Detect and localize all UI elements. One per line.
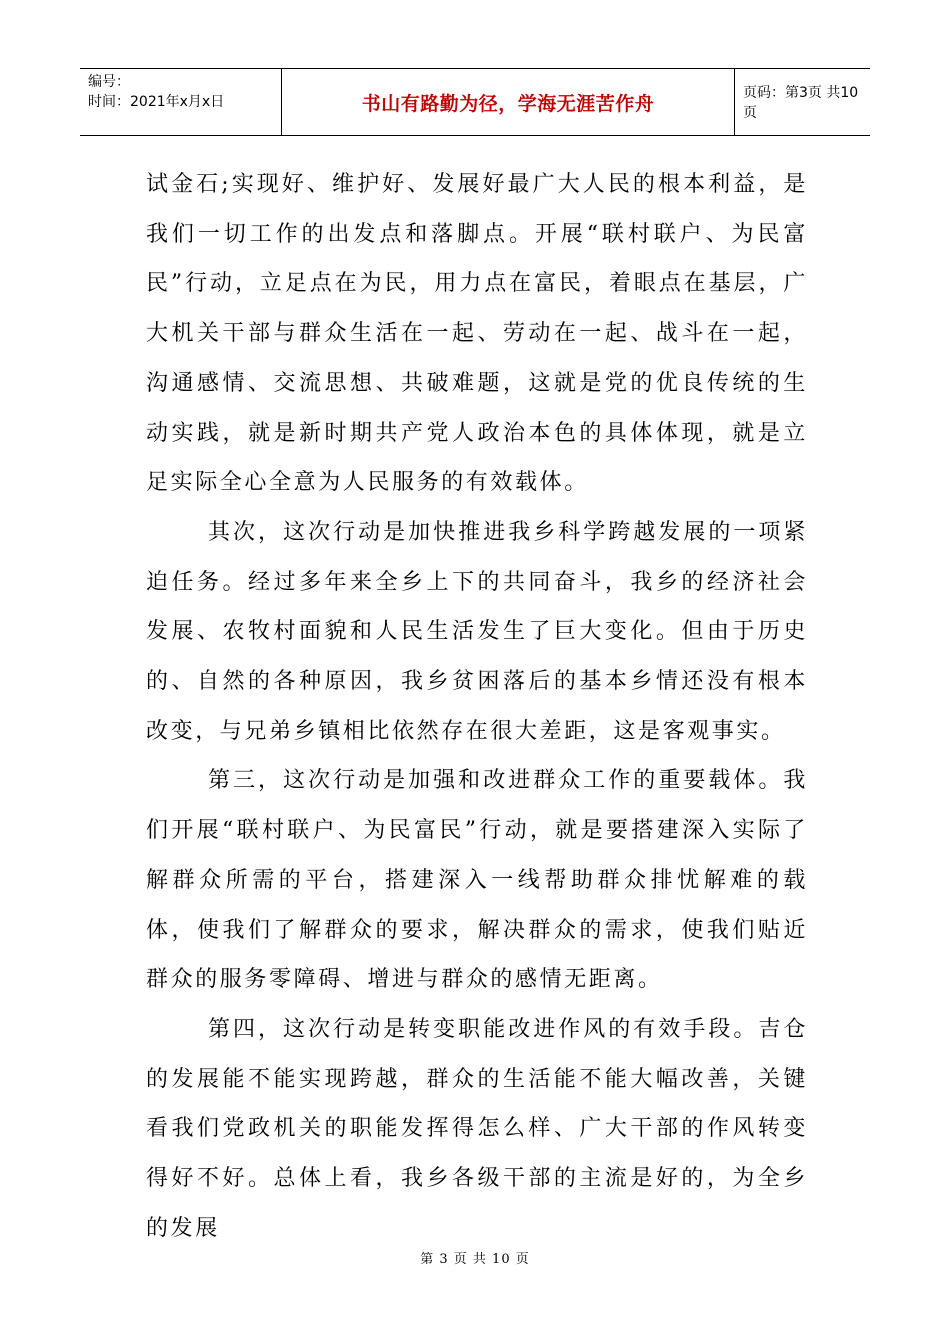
header-meta-cell [80,69,282,135]
page-footer: 第 3 页 共 10 页 [420,1252,530,1267]
document-header [80,68,870,136]
header-page-info: 页码：第3页 共10页 [743,85,859,121]
paragraph-continuation: 试金石;实现好、维护好、发展好最广大人民的根本利益，是我们一切工作的出发点和落脚点。开展“联村联户、为民富民”行动，立足点在为民，用力点在富民，着眼点在基层，广大机关干部与群众生活在一起、劳动在一起、战斗在一起，沟通感情、交流思想、共破难题，这就是党的优良传统的生动实践，就是新时期共产党人政治本色的具体体现，就是立足实际全心全意为人民服务的有效载体。 [146,172,808,496]
document-body [146,160,808,1253]
header-page-cell [735,69,870,135]
paragraph-third-point: 第三，这次行动是加强和改进群众工作的重要载体。我们开展“联村联户、为民富民”行动，就是要搭建深入实际了解群众所需的平台，搭建深入一线帮助群众排忧解难的载体，使我们了解群众的要求，解决群众的需求，使我们贴近群众的服务零障碍、增进与群众的感情无距离。 [146,768,808,993]
document-time-label: 时间：2021年x月x日 [88,94,225,110]
header-motto: 书山有路勤为径，学海无涯苦作舟 [361,92,655,115]
paragraph-second-point: 其次，这次行动是加快推进我乡科学跨越发展的一项紧迫任务。经过多年来全乡上下的共同奋斗，我乡的经济社会发展、农牧村面貌和人民生活发生了巨大变化。但由于历史的、自然的各种原因，我乡贫困落后的基本乡情还没有根本改变，与兄弟乡镇相比依然存在很大差距，这是客观事实。 [146,519,808,744]
paragraph-fourth-point: 第四，这次行动是转变职能改进作风的有效手段。吉仓的发展能不能实现跨越，群众的生活能不能大幅改善，关键看我们党政机关的职能发挥得怎么样、广大干部的作风转变得好不好。总体上看，我乡各级干部的主流是好的，为全乡的发展 [146,1016,808,1241]
header-motto-cell [282,69,735,135]
document-number-label: 编号： [88,74,130,90]
